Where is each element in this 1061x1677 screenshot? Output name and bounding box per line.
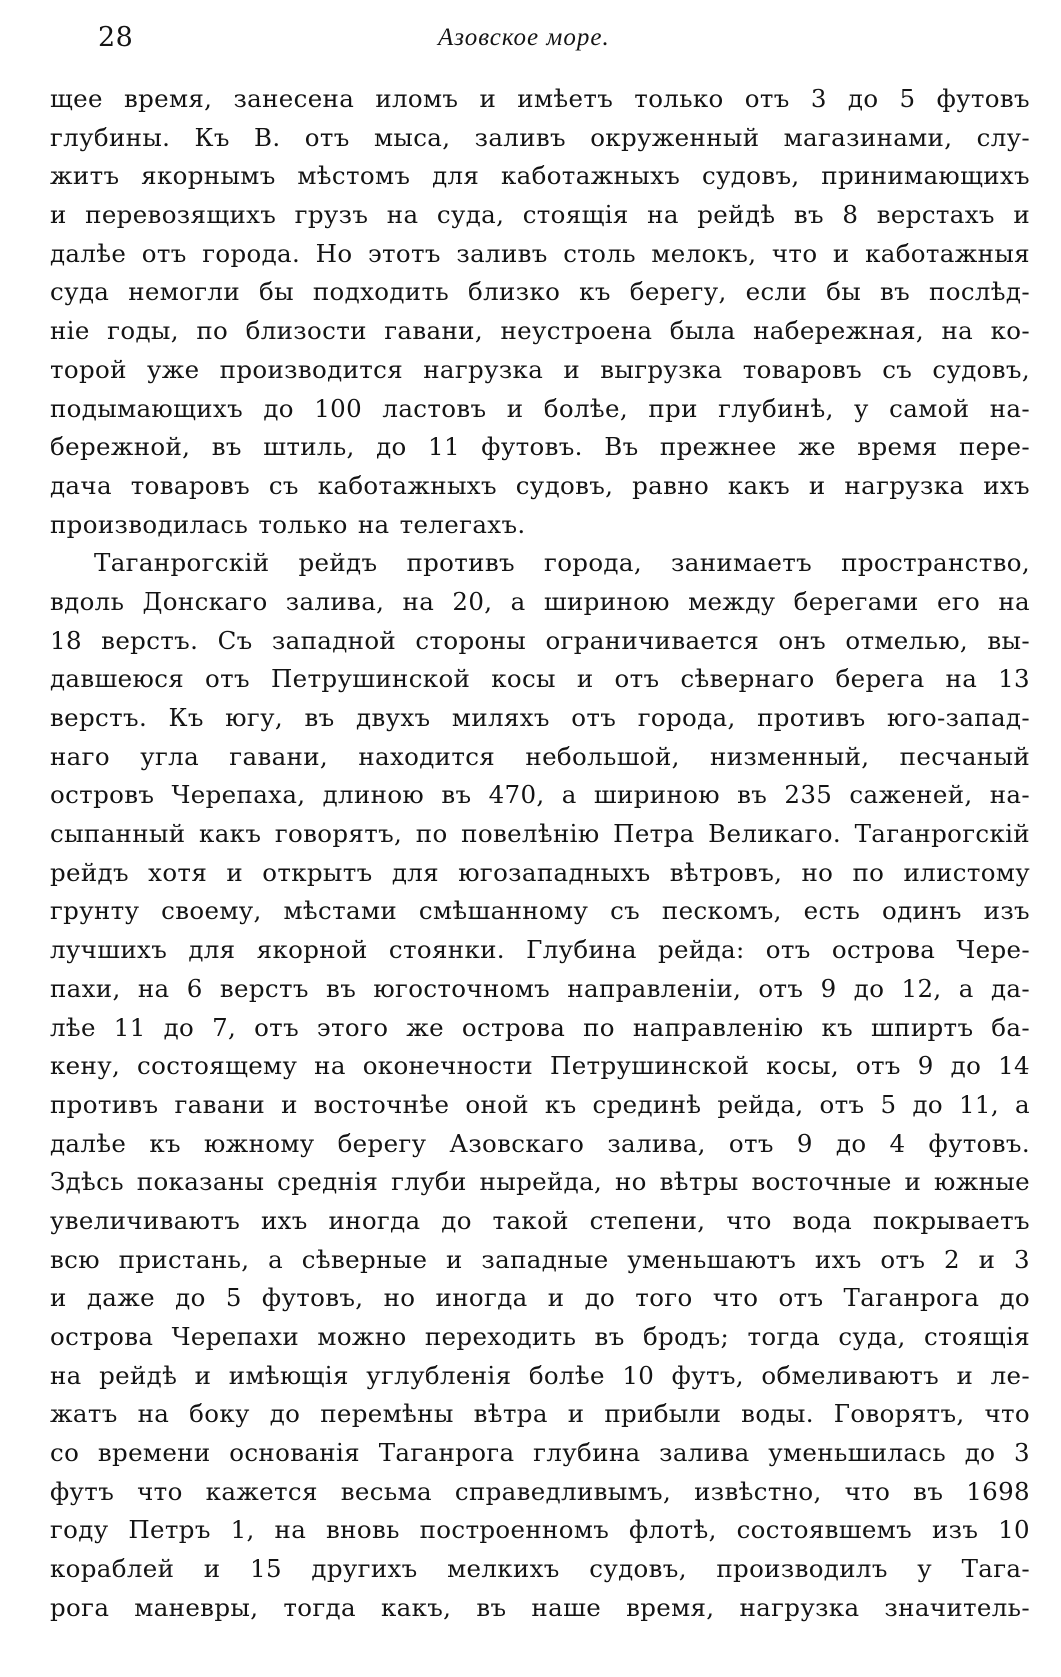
text-line: со времени основанія Таганрога глубина залива уменьшилась до 3 bbox=[50, 1438, 1030, 1468]
text-line: наго угла гавани, находится небольшой, низменный, песчаный bbox=[50, 741, 1030, 771]
text-line: вдоль Донскаго залива, на 20, а шириною между берегами его на bbox=[50, 586, 1030, 616]
text-line: давшеюся отъ Петрушинской косы и отъ сѣвернаго берега на 13 bbox=[50, 664, 1030, 694]
text-line: и перевозящихъ грузъ на суда, стоящія на рейдѣ въ 8 верстахъ и bbox=[50, 200, 1030, 230]
body-text bbox=[50, 80, 1030, 1628]
text-line: сыпанный какъ говорятъ, по повелѣнію Петра Великаго. Таганрогскій bbox=[50, 819, 1030, 849]
text-line: году Петръ 1, на вновь построенномъ флотѣ, состоявшемъ изъ 10 bbox=[50, 1515, 1030, 1545]
text-line: рейдъ хотя и открытъ для югозападныхъ вѣтровъ, но по илистому bbox=[50, 857, 1030, 887]
text-line: пахи, на 6 верстъ въ югосточномъ направленіи, отъ 9 до 12, а да- bbox=[50, 973, 1030, 1003]
text-line: лучшихъ для якорной стоянки. Глубина рейда: отъ острова Чере- bbox=[50, 935, 1030, 965]
text-line: глубины. Къ В. отъ мыса, заливъ окруженный магазинами, слу- bbox=[50, 122, 1030, 152]
text-line: острова Черепахи можно переходить въ бродъ; тогда суда, стоящія bbox=[50, 1322, 1030, 1351]
text-line: всю пристань, а сѣверные и западные уменьшаютъ ихъ отъ 2 и 3 bbox=[50, 1244, 1030, 1274]
paragraph-start-line: Таганрогскій рейдъ противъ города, занимаетъ пространство, bbox=[94, 548, 1030, 578]
paragraph-end-line: производилась только на телегахъ. bbox=[50, 509, 526, 539]
running-title: Азовское море. bbox=[438, 24, 610, 51]
text-line: кораблей и 15 другихъ мелкихъ судовъ, производилъ у Тага- bbox=[50, 1554, 1030, 1584]
text-line: дача товаровъ съ каботажныхъ судовъ, равно какъ и нагрузка ихъ bbox=[50, 470, 1030, 500]
text-line: островъ Черепаха, длиною въ 470, а шириною въ 235 саженей, на- bbox=[50, 780, 1030, 810]
text-line: далѣе отъ города. Но этотъ заливъ столь мелокъ, что и каботажныя bbox=[50, 238, 1030, 268]
text-line: рога маневры, тогда какъ, въ наше время, нагрузка значитель- bbox=[50, 1592, 1030, 1622]
page-header bbox=[98, 18, 998, 58]
text-line: на рейдѣ и имѣющія углубленія болѣе 10 футъ, обмеливаютъ и ле- bbox=[50, 1360, 1030, 1390]
text-line: далѣе къ южному берегу Азовскаго залива, отъ 9 до 4 футовъ. bbox=[50, 1128, 1030, 1158]
text-line: бережной, въ штиль, до 11 футовъ. Въ прежнее же время пере- bbox=[50, 432, 1030, 462]
text-line: щее время, занесена иломъ и имѣетъ только отъ 3 до 5 футовъ bbox=[50, 84, 1030, 113]
text-line: увеличиваютъ ихъ иногда до такой степени, что вода покрываетъ bbox=[50, 1205, 1030, 1235]
text-line: кену, состоящему на оконечности Петрушинской косы, отъ 9 до 14 bbox=[50, 1051, 1030, 1081]
page-number: 28 bbox=[98, 22, 134, 53]
text-line: житъ якорнымъ мѣстомъ для каботажныхъ судовъ, принимающихъ bbox=[50, 161, 1030, 191]
text-line: грунту своему, мѣстами смѣшанному съ пескомъ, есть одинъ изъ bbox=[50, 896, 1030, 926]
text-line: лѣе 11 до 7, отъ этого же острова по направленію къ шпиртъ ба- bbox=[50, 1012, 1030, 1042]
text-line: торой уже производится нагрузка и выгрузка товаровъ съ судовъ, bbox=[50, 354, 1030, 384]
text-line: противъ гавани и восточнѣе оной къ срединѣ рейда, отъ 5 до 11, а bbox=[50, 1089, 1030, 1119]
text-line: подымающихъ до 100 ластовъ и болѣе, при глубинѣ, у самой на- bbox=[50, 393, 1030, 423]
text-line: жатъ на боку до перемѣны вѣтра и прибыли воды. Говорятъ, что bbox=[50, 1399, 1030, 1429]
text-line: суда немогли бы подходить близко къ берегу, если бы въ послѣд- bbox=[50, 277, 1030, 307]
text-line: ніе годы, по близости гавани, неустроена была набережная, на ко- bbox=[50, 316, 1030, 346]
text-line: футъ что кажется весьма справедливымъ, извѣстно, что въ 1698 bbox=[50, 1476, 1030, 1506]
text-line: 18 верстъ. Съ западной стороны ограничивается онъ отмелью, вы- bbox=[50, 625, 1030, 655]
text-line: верстъ. Къ югу, въ двухъ миляхъ отъ города, противъ юго-запад- bbox=[50, 703, 1030, 732]
text-line: Здѣсь показаны среднія глуби нырейда, но вѣтры восточные и южные bbox=[50, 1167, 1030, 1197]
text-line: и даже до 5 футовъ, но иногда и до того что отъ Таганрога до bbox=[50, 1283, 1030, 1313]
